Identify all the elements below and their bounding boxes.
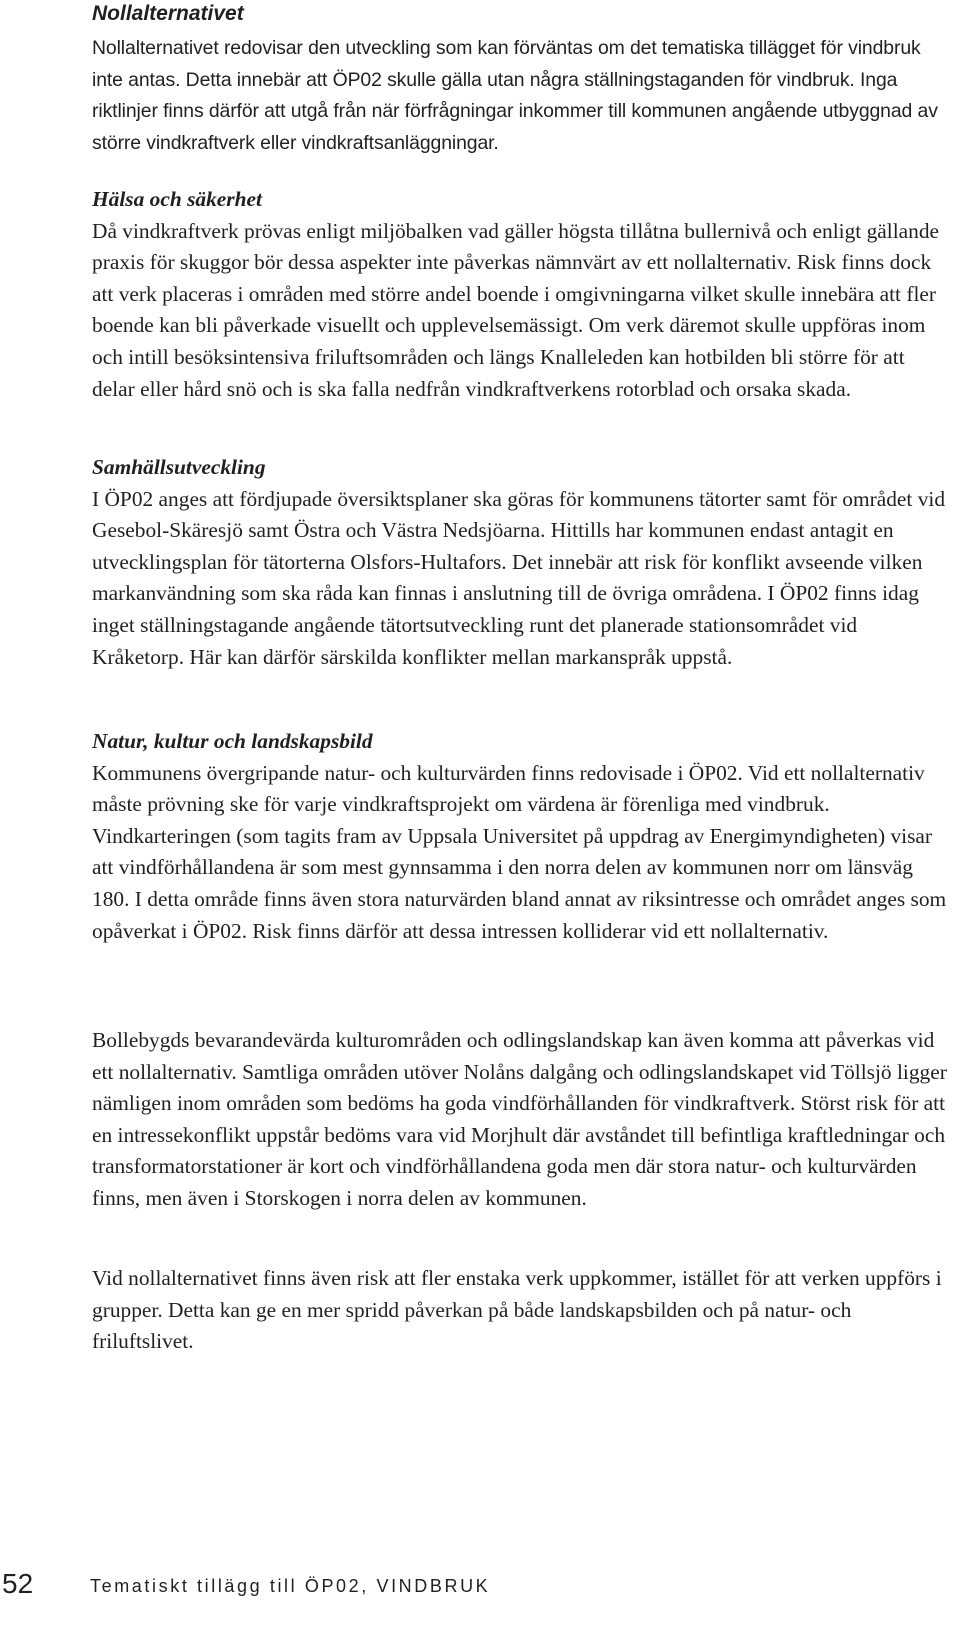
bollebygd-section [92, 1025, 952, 1215]
section-community-development [92, 452, 952, 673]
section-paragraph: Kommunens övergripande natur- och kulturvärden finns redovisade i ÖP02. Vid ett nollalternativ måste prövning ske för varje vindkraftsprojekt om värdena är förenliga med vindbruk. Vindkarteringen (som tagits fram av Uppsala Universitet på uppdrag av Energimyndigheten) visar att vindförhållandena är som mest gynnsamma i den norra delen av kommunen norr om länsväg 180. I detta område finns även stora naturvärden bland annat av riksintresse och området anges som opåverkat i ÖP02. Risk finns därför att dessa intressen kolliderar vid ett nollalternativ. [92, 760, 947, 943]
footer-title: Tematiskt tillägg till ÖP02, VINDBRUK [90, 1576, 491, 1596]
intro-section [92, 33, 952, 159]
section-nature-culture-landscape [92, 726, 952, 947]
section-heading: Samhällsutveckling [92, 455, 266, 479]
section-paragraph: Då vindkraftverk prövas enligt miljöbalken vad gäller högsta tillåtna bullernivå och enligt gällande praxis för skuggor bör dessa aspekter inte påverkas nämnvärt av ett nollalternativ. Risk finns dock att verk placeras i områden med större andel boende i omgivningarna vilket skulle innebära att fler boende kan bli påverkade visuellt och upplevelsemässigt. Om verk däremot skulle uppföras inom och intill besöksintensiva friluftsområden och längs Knalleleden kan hotbilden bli större för att delar eller hård snö och is ska falla nedfrån vindkraftverkens rotorblad och orsaka skada. [92, 218, 940, 401]
page-number: 52 [2, 1568, 34, 1599]
section-heading: Natur, kultur och landskapsbild [92, 729, 373, 753]
section-health-safety [92, 184, 952, 405]
page-heading: Nollalternativet [92, 2, 244, 25]
final-paragraph: Vid nollalternativet finns även risk att fler enstaka verk uppkommer, istället för att verken uppförs i grupper. Detta kan ge en mer spridd påverkan på både landskapsbilden och på natur- och friluftslivet. [92, 1266, 942, 1354]
final-section [92, 1263, 952, 1358]
section-heading: Hälsa och säkerhet [92, 187, 262, 211]
section-paragraph: I ÖP02 anges att fördjupade översiktsplaner ska göras för kommunens tätorter samt för området vid Gesebol-Skäresjö samt Östra och Västra Nedsjöarna. Hittills har kommunen endast antagit en utvecklingsplan för tätorterna Olsfors-Hultafors. Det innebär att risk för konflikt avseende vilken markanvändning som ska råda kan finnas i anslutning till de övriga områdena. I ÖP02 finns idag inget ställningstagande angående tätortsutveckling runt det planerade stationsområdet vid Kråketorp. Här kan därför särskilda konflikter mellan markanspråk uppstå. [92, 486, 946, 669]
bollebygd-paragraph: Bollebygds bevarandevärda kulturområden och odlingslandskap kan även komma att påverkas vid ett nollalternativ. Samtliga områden utöver Nolåns dalgång och odlingslandskapet vid Töllsjö ligger nämligen inom områden som bedöms ha goda vindförhållanden för vindkraftverk. Störst risk för att en intressekonflikt uppstår bedöms vara vid Morjhult där avståndet till befintliga kraftledningar och transformatorstationer är kort och vindförhållandena goda men där stora natur- och kulturvärden finns, men även i Storskogen i norra delen av kommunen. [92, 1028, 947, 1210]
intro-paragraph: Nollalternativet redovisar den utveckling som kan förväntas om det tematiska tillägget för vindbruk inte antas. Detta innebär att ÖP02 skulle gälla utan några ställningstaganden för vindbruk. Inga riktlinjer finns därför att utgå från när förfrågningar inkommer till kommunen angående utbyggnad av större vindkraftverk eller vindkraftsanläggningar. [92, 37, 938, 154]
